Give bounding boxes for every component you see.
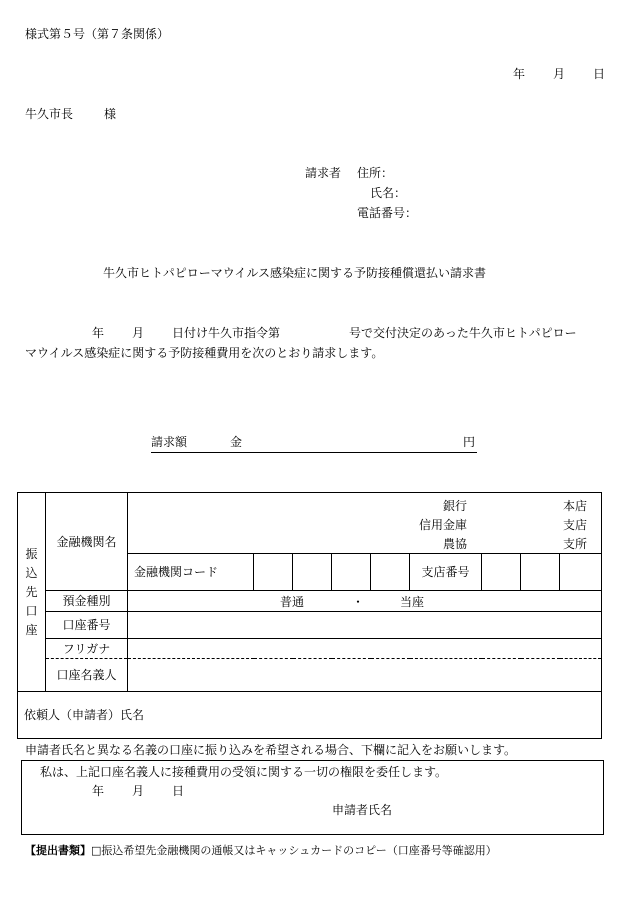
addressee-name: 牛久市長 xyxy=(25,107,74,121)
date-month: 月 xyxy=(553,67,566,81)
submission-label: 【提出書類】 xyxy=(25,844,91,857)
amount-prefix: 金 xyxy=(230,435,243,449)
delegation-applicant-label: 申請者氏名 xyxy=(332,803,393,817)
branch-code-digit[interactable] xyxy=(560,554,602,591)
delegation-note: 申請者氏名と異なる名義の口座に振り込みを希望される場合、下欄に記入をお願いします。 xyxy=(25,743,517,757)
institution-code-digit[interactable] xyxy=(332,554,371,591)
bank-account-table xyxy=(17,492,602,739)
branch-code-digit[interactable] xyxy=(482,554,521,591)
institution-name-label: 金融機関名 xyxy=(46,493,128,591)
requester-name-row[interactable] xyxy=(18,692,602,739)
furigana-label: フリガナ xyxy=(46,639,128,659)
branch-code-digit[interactable] xyxy=(521,554,560,591)
delegation-year: 年 xyxy=(92,784,105,798)
delegation-day: 日 xyxy=(172,784,185,798)
account-number-field[interactable] xyxy=(128,612,602,639)
institution-code-digit[interactable] xyxy=(254,554,293,591)
institution-code-digit[interactable] xyxy=(293,554,332,591)
claimant-label: 請求者 xyxy=(305,166,342,180)
submission-item: □振込希望先金融機関の通帳又はキャッシュカードのコピー（口座番号等確認用） xyxy=(91,844,497,857)
deposit-type-field[interactable]: 普通 ・ 当座 xyxy=(128,591,602,612)
amount-unit: 円 xyxy=(463,435,476,449)
transfer-account-side-label: 振 込 先 口 座 xyxy=(18,493,46,692)
branch-code-label: 支店番号 xyxy=(410,554,482,591)
body-line2: マウイルス感染症に関する予防接種費用を次のとおり請求します。 xyxy=(25,346,384,360)
institution-code-label: 金融機関コード xyxy=(128,554,254,591)
requester-name-label: 依頼人（申請者）氏名 xyxy=(24,708,145,722)
body-year: 年 xyxy=(92,326,105,340)
claimant-phone-label: 電話番号： xyxy=(357,206,418,220)
institution-name-field[interactable]: 銀行 信用金庫 農協 本店 支店 支所 xyxy=(128,493,602,554)
account-number-label: 口座番号 xyxy=(46,612,128,639)
addressee-honorific: 様 xyxy=(104,107,117,121)
claimant-address-label: 住所： xyxy=(357,166,394,180)
form-number: 様式第５号（第７条関係） xyxy=(25,27,170,41)
date-day: 日 xyxy=(593,67,606,81)
account-holder-field[interactable] xyxy=(128,659,602,692)
amount-label: 請求額 xyxy=(151,435,188,449)
institution-code-digit[interactable] xyxy=(371,554,410,591)
account-holder-label: 口座名義人 xyxy=(46,659,128,692)
body-line1-end: 号で交付決定のあった牛久市ヒトパピロー xyxy=(349,326,577,340)
delegation-statement: 私は、上記口座名義人に接種費用の受領に関する一切の権限を委任します。 xyxy=(40,765,448,779)
delegation-month: 月 xyxy=(132,784,145,798)
date-year: 年 xyxy=(513,67,526,81)
amount-underline xyxy=(151,452,477,453)
furigana-field[interactable] xyxy=(128,639,602,659)
claimant-name-label: 氏名： xyxy=(370,186,407,200)
document-title: 牛久市ヒトパピローマウイルス感染症に関する予防接種償還払い請求書 xyxy=(103,266,487,280)
submission-line xyxy=(25,845,497,856)
body-month: 月 xyxy=(132,326,145,340)
deposit-type-label: 預金種別 xyxy=(46,591,128,612)
body-mid: 日付け牛久市指令第 xyxy=(172,326,281,340)
